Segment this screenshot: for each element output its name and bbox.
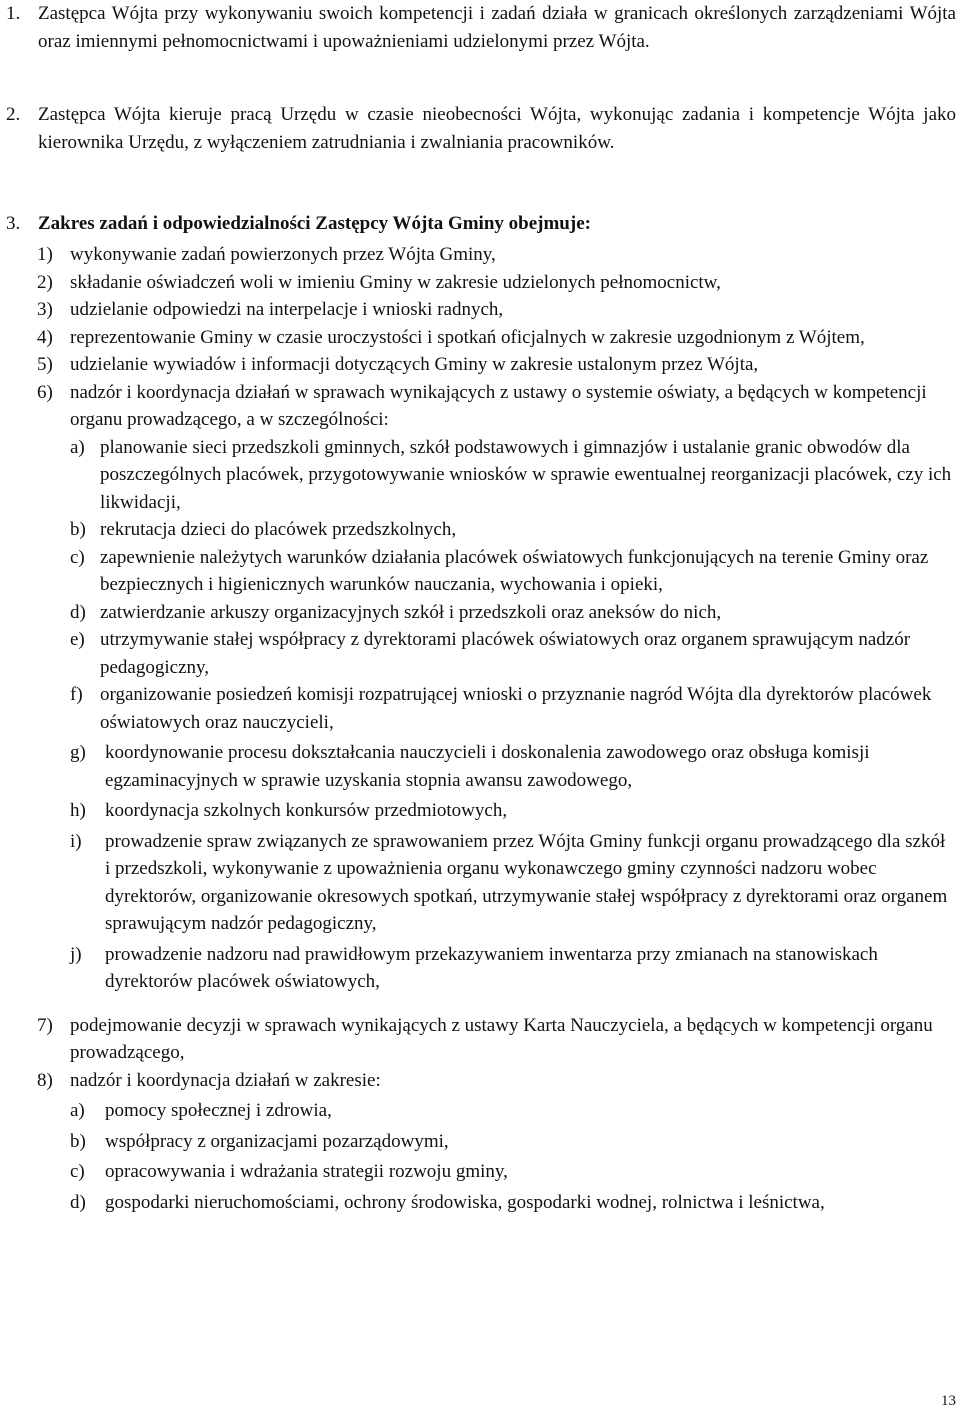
sublist-coordination bbox=[70, 1097, 955, 1216]
list-item: 6) nadzór i koordynacja działań w sprawach wynikających z ustawy o systemie oświaty, a będących w kompetencji organu prowadzącego, a w szczególności: a) planowanie sieci przedszkoli gminnych, szkół podstawowych i gimnazjów i ustalanie granic obwodów dla poszczególnych placówek, przygotowywanie wniosków w sprawie ewentualnej reorganizacji placówek, czy ich likwidacji, b) rekrutacja dzieci do placówek przedszkolnych, c) zapewnienie należytych warunków działania placówek oświatowych funkcjonujących na terenie Gminy oraz bezpiecznych i higienicznych warunków nauczania, wychowania i opieki, d) zatwierdzanie arkuszy organizacyjnych szkół i przedszkoli oraz aneksów do nich, e) utrzymywanie stałej współpracy z dyrektorami placówek oświatowych oraz organem sprawującym nadzór pedagogiczny, f) organizowanie posiedzeń komisji rozpatrującej wnioski o przyznanie nagród Wójta dla dyrektorów placówek oświatowych oraz nauczycieli, g) koordynowanie procesu dokształcania nauczycieli i doskonalenia zawodowego oraz obsługa komisji egzaminacyjnych w sprawie uzyskania stopnia awansu zawodowego, h) koordynacja szkolnych konkursów przedmiotowych, i) prowadzenie spraw związanych ze sprawowaniem przez Wójta Gminy funkcji organu prowadzącego dla szkół i przedszkoli, wykonywanie z upoważnienia organu wykonawczego gminy czynności nadzoru wobec dyrektorów, organizowanie okresowych spotkań, utrzymywanie stałej współpracy z dyrektorami oraz organem sprawującym nadzór pedagogiczny, j) prowadzenie nadzoru nad prawidłowym przekazywaniem inwentarza przy zmianach na stanowiskach dyrektorów placówek oświatowych, bbox=[37, 379, 955, 996]
list-item: 5) udzielanie wywiadów i informacji dotyczących Gminy w zakresie ustalonym przez Wójta, bbox=[37, 354, 759, 375]
sublist-item: a) planowanie sieci przedszkoli gminnych, szkół podstawowych i gimnazjów i ustalanie granic obwodów dla poszczególnych placówek, przygotowywanie wniosków w sprawie ewentualnej reorganizacji placówek, czy ich likwidacji, bbox=[70, 436, 952, 513]
sublist-item: e) utrzymywanie stałej współpracy z dyrektorami placówek oświatowych oraz organem sprawującym nadzór pedagogiczny, bbox=[70, 629, 911, 678]
sublist-item: a) pomocy społecznej i zdrowia, bbox=[70, 1100, 332, 1121]
list-item: 8) nadzór i koordynacja działań w zakresie: a) pomocy społecznej i zdrowia, b) współpracy z organizacjami pozarządowymi, c) opracowywania i wdrażania strategii rozwoju gminy, d) gospodarki nieruchomościami, ochrony środowiska, gospodarki wodnej, rolnictwa i leśnictwa, bbox=[37, 1067, 955, 1217]
paragraph-1 bbox=[6, 0, 956, 55]
sublist-item: d) gospodarki nieruchomościami, ochrony środowiska, gospodarki wodnej, rolnictwa i leśnictwa, bbox=[70, 1191, 825, 1213]
list-item: 1) wykonywanie zadań powierzonych przez Wójta Gminy, bbox=[37, 244, 496, 265]
paragraph-3 bbox=[6, 210, 956, 238]
sublist-item: b) współpracy z organizacjami pozarządowymi, bbox=[70, 1130, 449, 1152]
paragraph-number: 3. bbox=[6, 213, 21, 234]
paragraph-heading: Zakres zadań i odpowiedzialności Zastępcy Wójta Gminy obejmuje: bbox=[38, 213, 591, 234]
paragraph-text: Zastępca Wójta przy wykonywaniu swoich kompetencji i zadań działa w granicach określonych zarządzeniami Wójta oraz imiennymi pełnomocnictwami i upoważnieniami udzielonymi przez Wójta. bbox=[38, 3, 956, 52]
sublist-education bbox=[70, 434, 955, 996]
sublist-item: h) koordynacja szkolnych konkursów przedmiotowych, bbox=[70, 800, 508, 821]
paragraph-2 bbox=[6, 101, 956, 156]
paragraph-number: 2. bbox=[6, 104, 21, 125]
sublist-item: b) rekrutacja dzieci do placówek przedszkolnych, bbox=[70, 519, 457, 540]
sublist-item: g) koordynowanie procesu dokształcania nauczycieli i doskonalenia zawodowego oraz obsługa komisji egzaminacyjnych w sprawie uzyskania stopnia awansu zawodowego, bbox=[70, 742, 870, 791]
paragraph-number: 1. bbox=[6, 3, 21, 24]
list-item: 7) podejmowanie decyzji w sprawach wynikających z ustawy Karta Nauczyciela, a będących w kompetencji organu prowadzącego, bbox=[37, 1014, 933, 1063]
sublist-item: i) prowadzenie spraw związanych ze sprawowaniem przez Wójta Gminy funkcji organu prowadzącego dla szkół i przedszkoli, wykonywanie z upoważnienia organu wykonawczego gminy czynności nadzoru wobec dyrektorów, organizowanie okresowych spotkań, utrzymywanie stałej współpracy z dyrektorami oraz organem sprawującym nadzór pedagogiczny, bbox=[70, 830, 948, 934]
list-item: 2) składanie oświadczeń woli w imieniu Gminy w zakresie udzielonych pełnomocnictw, bbox=[37, 271, 721, 293]
sublist-item: j) prowadzenie nadzoru nad prawidłowym przekazywaniem inwentarza przy zmianach na stanowiskach dyrektorów placówek oświatowych, bbox=[70, 943, 878, 992]
sublist-item: d) zatwierdzanie arkuszy organizacyjnych szkół i przedszkoli oraz aneksów do nich, bbox=[70, 601, 722, 623]
scope-list bbox=[37, 241, 955, 1216]
sublist-item: c) zapewnienie należytych warunków działania placówek oświatowych funkcjonujących na terenie Gminy oraz bezpiecznych i higienicznych warunków nauczania, wychowania i opieki, bbox=[70, 546, 929, 595]
sublist-item: f) organizowanie posiedzeń komisji rozpatrującej wnioski o przyznanie nagród Wójta dla dyrektorów placówek oświatowych oraz nauczycieli, bbox=[70, 684, 932, 733]
paragraph-text: Zastępca Wójta kieruje pracą Urzędu w czasie nieobecności Wójta, wykonując zadania i kompetencje Wójta jako kierownika Urzędu, z wyłączeniem zatrudniania i zwalniania pracowników. bbox=[38, 104, 956, 153]
list-item: 3) udzielanie odpowiedzi na interpelacje i wnioski radnych, bbox=[37, 299, 504, 320]
page-number: 13 bbox=[941, 1393, 956, 1409]
sublist-item: c) opracowywania i wdrażania strategii rozwoju gminy, bbox=[70, 1161, 508, 1182]
list-item: 4) reprezentowanie Gminy w czasie uroczystości i spotkań oficjalnych w zakresie uzgodnionym z Wójtem, bbox=[37, 326, 865, 348]
